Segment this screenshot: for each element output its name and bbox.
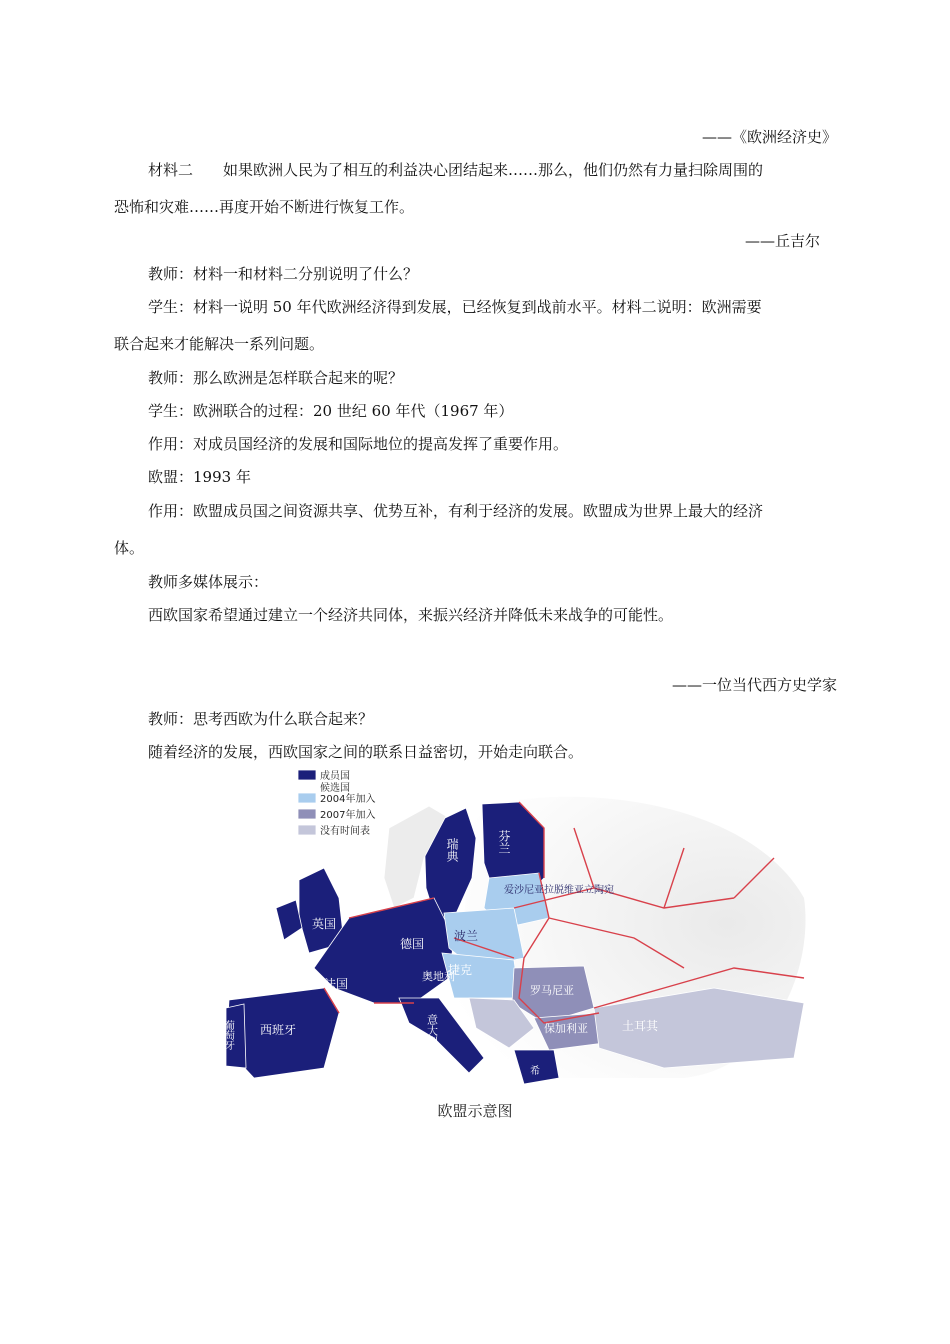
eu-map-svg <box>214 768 814 1086</box>
label-finland: 芬兰 <box>497 830 511 854</box>
teacher-question-3: 教师：思考西欧为什么联合起来？ <box>148 710 374 728</box>
label-france: 法国 <box>324 977 349 991</box>
label-spain: 西班牙 <box>260 1023 297 1037</box>
eu-line: 欧盟：1993 年 <box>148 468 251 486</box>
legend-swatch-none <box>298 825 316 835</box>
legend-swatch-member <box>298 770 316 780</box>
source-line-3: ——一位当代西方史学家 <box>671 676 837 694</box>
legend-label-candidate: 候选国 <box>320 783 350 794</box>
legend-label-member: 成员国 <box>320 771 350 782</box>
material-two-line-2: 恐怖和灾难……再度开始不断进行恢复工作。 <box>114 198 415 216</box>
student-answer-1-line-2: 联合起来才能解决一系列问题。 <box>114 335 325 353</box>
label-italy: 意大利 <box>425 1014 439 1047</box>
teacher-question-1: 教师：材料一和材料二分别说明了什么？ <box>148 265 419 283</box>
label-austria: 奥地利 <box>422 970 455 983</box>
label-germany: 德国 <box>400 937 425 951</box>
paragraph-line: 随着经济的发展，西欧国家之间的联系日益密切，开始走向联合。 <box>148 743 584 761</box>
eu-map <box>214 768 814 1086</box>
effect-line-2a: 作用：欧盟成员国之间资源共享、优势互补，有利于经济的发展。欧盟成为世界上最大的经济 <box>148 502 764 520</box>
map-caption: 欧盟示意图 <box>437 1102 513 1120</box>
legend-swatch-2004 <box>298 793 316 803</box>
effect-line-2b: 体。 <box>114 539 145 557</box>
student-answer-2: 学生：欧洲联合的过程：20 世纪 60 年代（1967 年） <box>148 402 514 420</box>
label-romania: 罗马尼亚 <box>530 984 574 997</box>
label-sweden: 瑞典 <box>445 838 459 862</box>
label-poland: 波兰 <box>454 929 479 943</box>
label-turkey: 土耳其 <box>622 1019 659 1033</box>
student-answer-1-line-1: 学生：材料一说明 50 年代欧洲经济得到发展，已经恢复到战前水平。材料二说明：欧洲需要 <box>148 298 762 316</box>
teacher-multimedia: 教师多媒体展示： <box>148 573 269 591</box>
label-czech: 捷克 <box>448 963 473 977</box>
effect-line-1: 作用：对成员国经济的发展和国际地位的提高发挥了重要作用。 <box>148 435 569 453</box>
legend-swatch-2007 <box>298 809 316 819</box>
source-line-1: ——《欧洲经济史》 <box>701 128 837 146</box>
material-two-line-1: 材料二 如果欧洲人民为了相互的利益决心团结起来……那么，他们仍然有力量扫除周围的 <box>148 161 764 179</box>
legend-label-2007: 2007年加入 <box>320 810 376 821</box>
legend-label-none: 没有时间表 <box>320 826 370 837</box>
legend-label-2004: 2004年加入 <box>320 794 376 805</box>
label-greece: 希 <box>530 1066 540 1077</box>
quote-line: 西欧国家希望通过建立一个经济共同体，来振兴经济并降低未来战争的可能性。 <box>148 606 674 624</box>
label-bulgaria: 保加利亚 <box>544 1022 588 1035</box>
label-portugal: 葡萄牙 <box>222 1020 234 1050</box>
label-uk: 英国 <box>312 917 337 931</box>
label-baltic: 爱沙尼亚拉脱维亚立陶宛 <box>504 885 614 896</box>
teacher-question-2: 教师：那么欧洲是怎样联合起来的呢？ <box>148 369 404 387</box>
source-line-2: ——丘吉尔 <box>744 232 820 250</box>
